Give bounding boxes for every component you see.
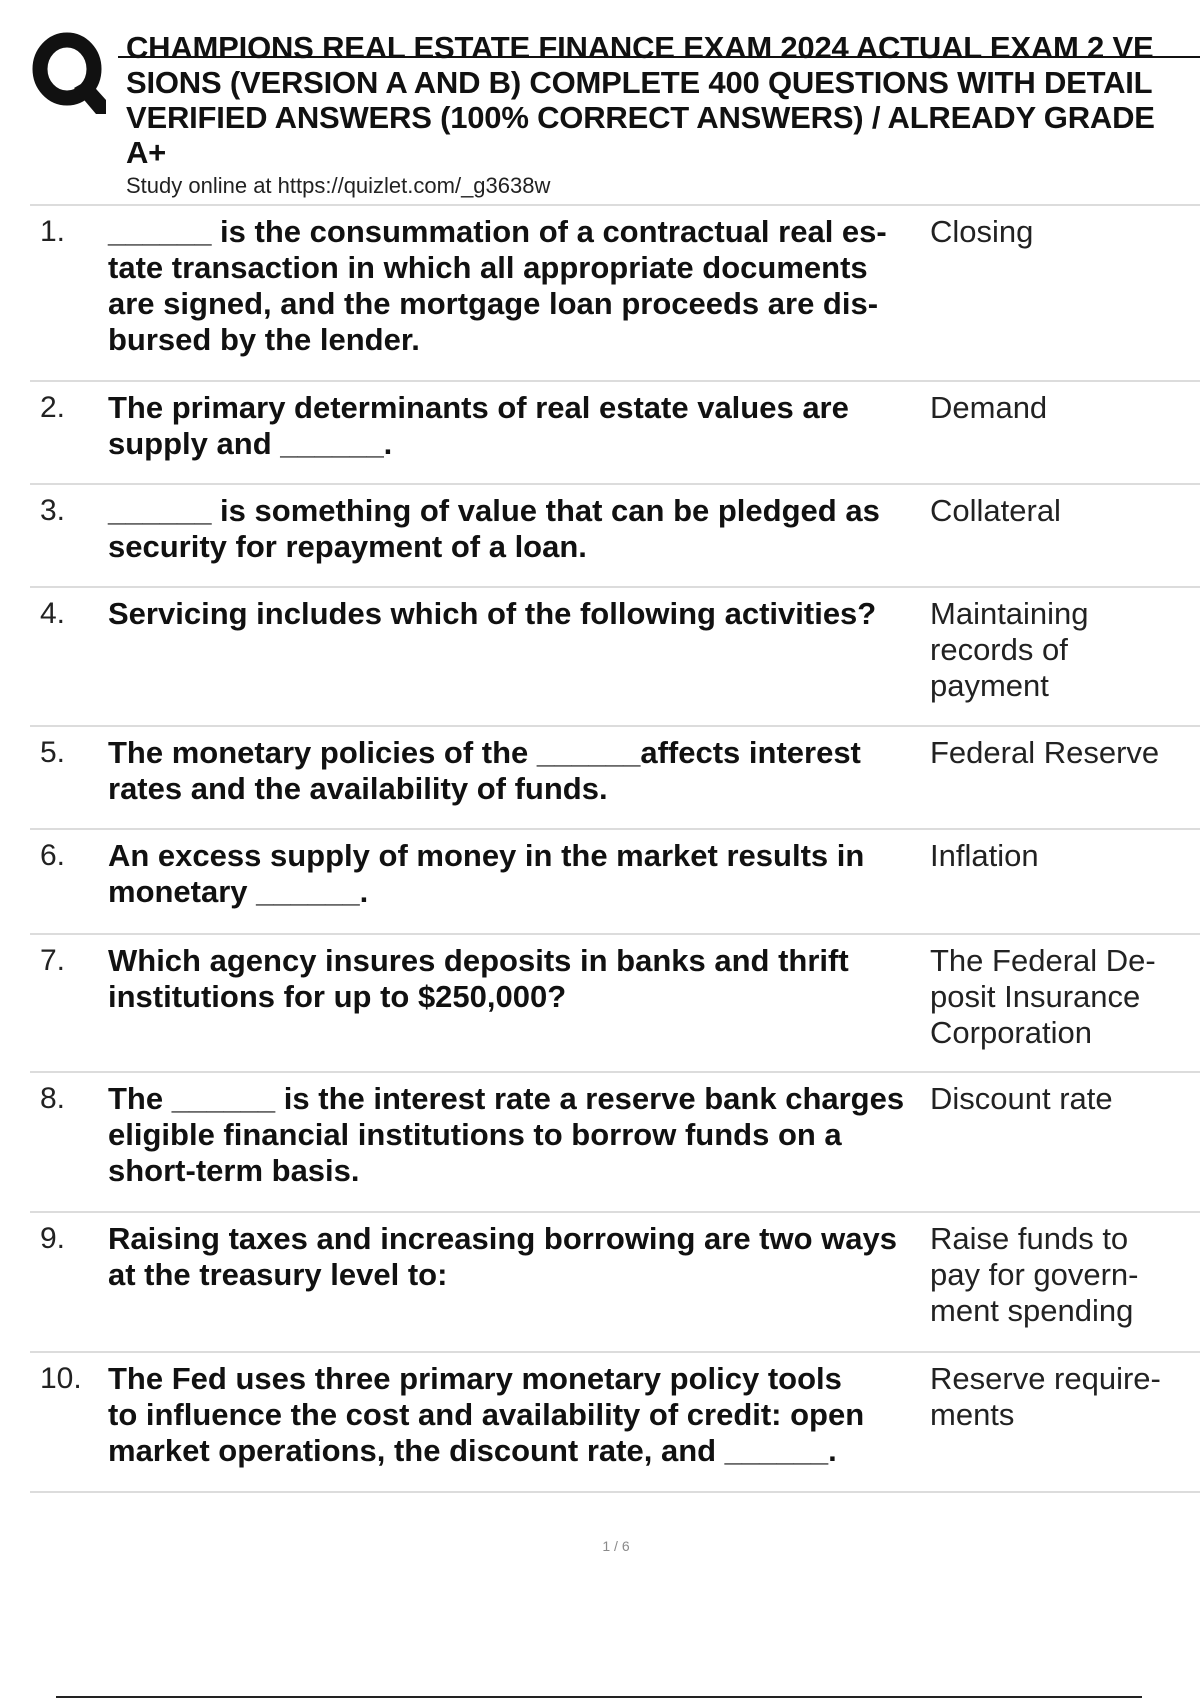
answer-text: Discount rate bbox=[930, 1081, 1113, 1116]
question-text: An excess supply of money in the market results in monetary ______. bbox=[108, 838, 865, 909]
question-number: 6. bbox=[40, 839, 66, 872]
answer-text: Raise funds to pay for govern- ment spending bbox=[930, 1221, 1139, 1328]
answer-text: Federal Reserve bbox=[930, 735, 1160, 770]
qa-list bbox=[30, 204, 1200, 1493]
answer-text: Maintaining records of payment bbox=[930, 596, 1089, 703]
answer-text: The Federal De- posit Insurance Corporation bbox=[930, 943, 1156, 1050]
question-number: 7. bbox=[40, 944, 66, 977]
qa-row-10 bbox=[30, 1351, 1200, 1493]
answer-text: Collateral bbox=[930, 493, 1061, 528]
qa-row-6 bbox=[30, 828, 1200, 933]
question-text: The primary determinants of real estate values are supply and ______. bbox=[108, 390, 849, 461]
question-number: 10. bbox=[40, 1362, 82, 1395]
qa-row-2 bbox=[30, 380, 1200, 483]
question-text: The monetary policies of the ______affects interest rates and the availability of funds. bbox=[108, 735, 861, 806]
question-number: 1. bbox=[40, 215, 66, 248]
study-online-link[interactable]: Study online at https://quizlet.com/_g3638w bbox=[126, 173, 551, 198]
question-text: The Fed uses three primary monetary policy tools to influence the cost and availability of credit: open market operations, the discount rate, and ______. bbox=[108, 1361, 865, 1468]
qa-row-7 bbox=[30, 933, 1200, 1071]
question-number: 8. bbox=[40, 1082, 66, 1115]
document-title: CHAMPIONS REAL ESTATE FINANCE EXAM 2024 ACTUAL EXAM 2 VE SIONS (VERSION A AND B) COMPLETE 400 QUESTIONS WITH DETAIL VERIFIED ANSWERS (100% CORRECT ANSWERS) / ALREADY GRADE A+ bbox=[126, 30, 1155, 170]
question-text: ______ is something of value that can be pledged as security for repayment of a loan. bbox=[108, 493, 880, 564]
answer-text: Inflation bbox=[930, 838, 1039, 873]
qa-row-1 bbox=[30, 204, 1200, 380]
question-number: 2. bbox=[40, 391, 66, 424]
question-text: Which agency insures deposits in banks and thrift institutions for up to $250,000? bbox=[108, 943, 849, 1014]
question-number: 3. bbox=[40, 494, 66, 527]
answer-text: Demand bbox=[930, 390, 1048, 425]
answer-text: Reserve require- ments bbox=[930, 1361, 1161, 1432]
qa-row-5 bbox=[30, 725, 1200, 828]
page-indicator: 1 / 6 bbox=[602, 1538, 630, 1554]
qa-row-4 bbox=[30, 586, 1200, 725]
question-number: 5. bbox=[40, 736, 66, 769]
footer-divider bbox=[56, 1696, 1142, 1698]
question-text: Servicing includes which of the following activities? bbox=[108, 596, 877, 631]
answer-text: Closing bbox=[930, 214, 1034, 249]
question-number: 9. bbox=[40, 1222, 66, 1255]
question-text: The ______ is the interest rate a reserve bank charges eligible financial institutions to borrow funds on a short-term basis. bbox=[108, 1081, 905, 1188]
quizlet-q-logo-icon bbox=[30, 26, 110, 116]
question-number: 4. bbox=[40, 597, 66, 630]
question-text: Raising taxes and increasing borrowing are two ways at the treasury level to: bbox=[108, 1221, 898, 1292]
qa-row-8 bbox=[30, 1071, 1200, 1211]
qa-row-9 bbox=[30, 1211, 1200, 1351]
qa-row-3 bbox=[30, 483, 1200, 586]
question-text: ______ is the consummation of a contractual real es- tate transaction in which all appropriate documents are signed, and the mortgage loan proceeds are dis- bursed by the lender. bbox=[108, 214, 887, 357]
